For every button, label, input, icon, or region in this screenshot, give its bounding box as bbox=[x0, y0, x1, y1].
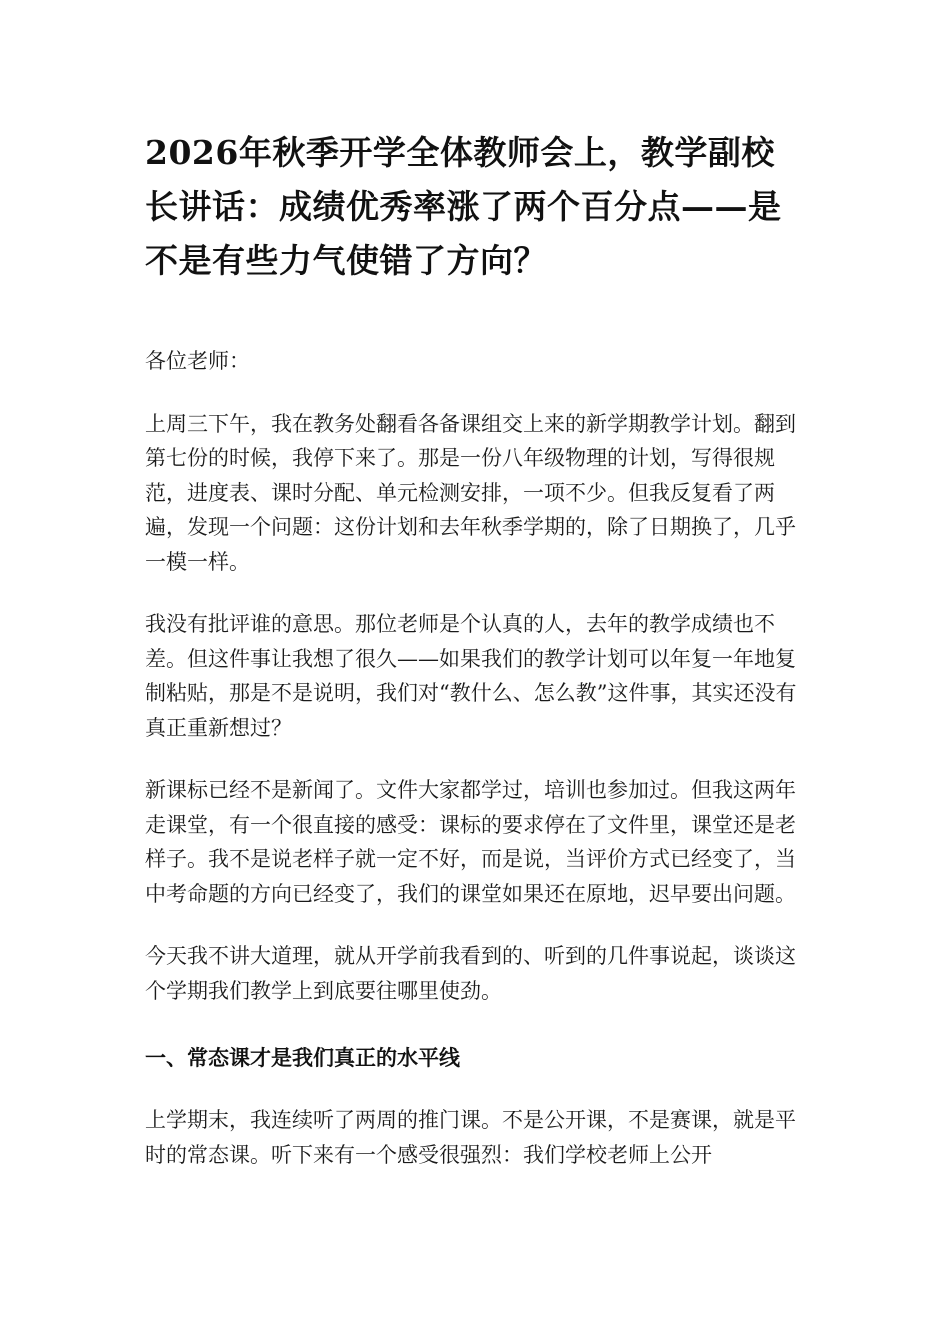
salutation: 各位老师： bbox=[145, 349, 250, 373]
paragraph-2: 我没有批评谁的意思。那位老师是个认真的人，去年的教学成绩也不差。但这件事让我想了很久——如果我们的教学计划可以年复一年地复制粘贴，那是不是说明，我们对“教什么、怎么教”这件事，其实还没有真正重新想过？ bbox=[145, 612, 797, 740]
section-paragraph: 上学期末，我连续听了两周的推门课。不是公开课，不是赛课，就是平时的常态课。听下来有一个感受很强烈：我们学校老师上公开 bbox=[145, 1108, 796, 1167]
document-title: 2026年秋季开学全体教师会上，教学副校长讲话：成绩优秀率涨了两个百分点——是不是有些力气使错了方向？ bbox=[145, 133, 782, 280]
paragraph-4: 今天我不讲大道理，就从开学前我看到的、听到的几件事说起，谈谈这个学期我们教学上到底要往哪里使劲。 bbox=[145, 944, 796, 1003]
document-body bbox=[145, 126, 805, 1172]
paragraph-1: 上周三下午，我在教务处翻看各备课组交上来的新学期教学计划。翻到第七份的时候，我停下来了。那是一份八年级物理的计划，写得很规范，进度表、课时分配、单元检测安排，一项不少。但我反复看了两遍，发现一个问题：这份计划和去年秋季学期的，除了日期换了，几乎一模一样。 bbox=[145, 411, 796, 574]
section-heading: 一、常态课才是我们真正的水平线 bbox=[145, 1045, 460, 1070]
paragraph-3: 新课标已经不是新闻了。文件大家都学过，培训也参加过。但我这两年走课堂，有一个很直接的感受：课标的要求停在了文件里，课堂还是老样子。我不是说老样子就一定不好，而是说，当评价方式已经变了，当中考命题的方向已经变了，我们的课堂如果还在原地，迟早要出问题。 bbox=[145, 778, 796, 906]
